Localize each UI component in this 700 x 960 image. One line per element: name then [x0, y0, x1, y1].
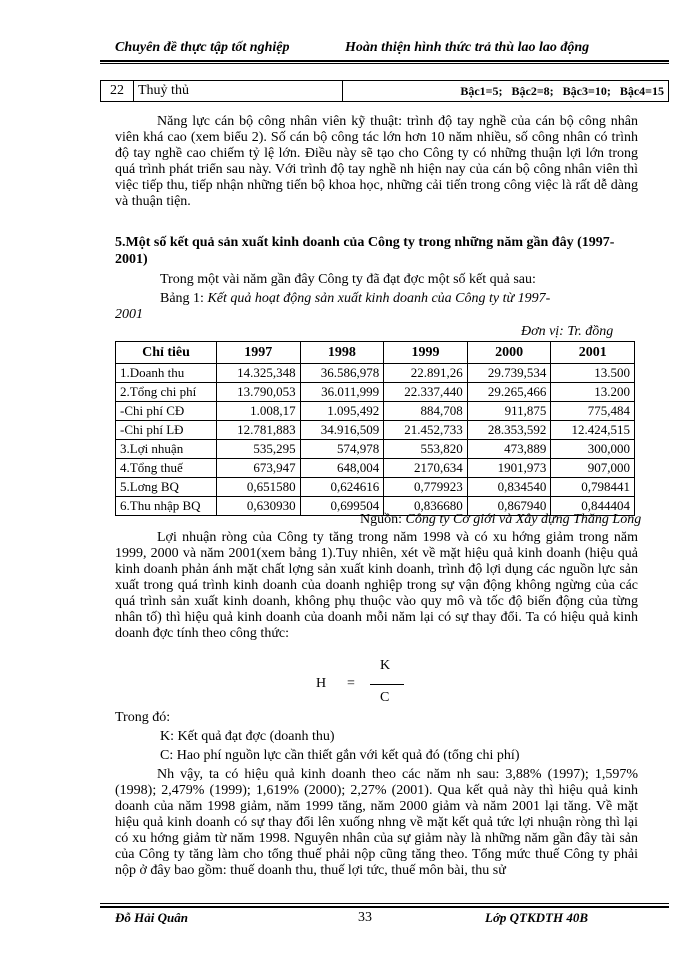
col-header: 1997 [217, 342, 301, 364]
paragraph-efficiency: Nh vậy, ta có hiệu quả kinh doanh theo các năm nh sau: 3,88% (1997); 1,597% (1998); 2,479% (1999); 1,619% (2000); 2,27% (2001). Qua kết quả này thì hiệu quả kinh doanh của năm 1998 giảm, năm 1999 tăng, năm 2000 giảm và năm 2001 lại tăng. Về mặt hiệu quả kinh doanh có sự thay đổi lên xuống nhng về mặt kết quả tức lợi nhuận ròng thì lại có xu hớng giảm từ năm 1998. Nguyên nhân của sự giảm này là những năm gần đây tài sản của Công ty tăng làm cho tổng thuế phải nộp cũng tăng theo. Tổng mức thuế Công ty phải nộp ở đây bao gồm: thuế doanh thu, thuế lợi tức, thuế môn bài, thu sử [115, 767, 638, 878]
formula-lhs: H [316, 676, 327, 691]
header-right: Hoàn thiện hình thức trả thù lao lao động [345, 40, 590, 55]
header-rule [100, 60, 669, 62]
table-row: 2.Tổng chi phí 13.790,053 36.011,999 22.337,440 29.265,466 13.200 [116, 383, 635, 402]
row-number: 22 [101, 81, 134, 102]
table-row: 5.Lơng BQ 0,651580 0,624616 0,779923 0,834540 0,798441 [116, 478, 635, 497]
table-row [101, 81, 669, 102]
footer-rule-thin [100, 903, 669, 904]
section-heading: 5.Một số kết quả sản xuất kinh doanh của Công ty trong những năm gần đây (1997-2001) [115, 235, 615, 267]
job-name: Thuỷ thủ [134, 81, 343, 102]
definition-c: C: Hao phí nguồn lực cần thiết gắn với kết quả đó (tổng chi phí) [160, 748, 520, 763]
source-note: Nguồn: Công ty Cơ giới và Xây dựng Thăng Long [360, 512, 642, 527]
table-caption: Bảng 1: Kết quả hoạt động sản xuất kinh doanh của Công ty từ 1997- [160, 291, 551, 306]
header-left: Chuyên đề thực tập tốt nghiệp [115, 40, 290, 55]
paragraph-profit: Lợi nhuận ròng của Công ty tăng trong năm 1998 và có xu hớng giảm trong năm 1999, 2000 và năm 2001(xem bảng 1).Tuy nhiên, xét về mặt hiệu quả kinh doanh (hiệu quả kinh doanh phản ánh mặt chất lợng sản xuất kinh doanh, trình độ lợi dụng các nguồn lực sản xuất trong quá trình kinh doanh của doanh nghiệp trong sự vận động không ngừng của các quá trình sản xuất kinh doanh, không phụ thuộc vào quy mô và tốc độ biến động của từng nhân tố) thì hiệu quả kinh doanh của doanh mỗi năm lại có sự thay đổi. Ta có hiệu quả kinh doanh đợc tính theo công thức: [115, 530, 638, 641]
page-number: 33 [358, 910, 372, 925]
footer-rule [100, 906, 669, 908]
table-row: 4.Tổng thuế 673,947 648,004 2170,634 1901,973 907,000 [116, 459, 635, 478]
formula-numerator: K [380, 658, 391, 673]
grade-list: Bậc1=5; Bậc2=8; Bậc3=10; Bậc4=15 [343, 81, 669, 102]
running-header [115, 40, 640, 56]
formula-denominator: C [380, 690, 390, 705]
formula-equals: = [347, 676, 355, 691]
col-header: 1999 [384, 342, 468, 364]
col-header: Chỉ tiêu [116, 342, 217, 364]
unit-label: Đơn vị: Tr. đồng [521, 324, 614, 339]
results-table [115, 341, 635, 516]
table-row: 1.Doanh thu 14.325,348 36.586,978 22.891,26 29.739,534 13.500 [116, 364, 635, 383]
col-header: 2001 [551, 342, 635, 364]
footer-author: Đỗ Hải Quân [115, 910, 188, 925]
col-header: 1998 [300, 342, 384, 364]
paragraph-skills: Năng lực cán bộ công nhân viên kỹ thuật: trình độ tay nghề của cán bộ công nhân viên khá cao (xem biểu 2). Số cán bộ công tác lớn hơn 10 năm nhiều, số công nhân có trình độ tay nghề cao chiếm tỷ lệ lớn. Điều này sẽ tạo cho Công ty có những thuận lợi lớn trong quá trình phát triển sau này. Với trình độ tay nghề nh hiện nay của cán bộ công nhân viên thì việc tiếp thu, tiếp nhận những tiến bộ khoa học, những cải tiến trong công việc là rất dễ dàng và thuận tiện. [115, 114, 638, 209]
footer-class: Lớp QTKDTH 40B [485, 910, 589, 925]
running-footer [115, 910, 640, 926]
table-row: -Chi phí LĐ 12.781,883 34.916,509 21.452,733 28.353,592 12.424,515 [116, 421, 635, 440]
previous-table-last-row [100, 80, 669, 102]
table-caption-continued: 2001 [115, 307, 143, 322]
fraction-bar [370, 684, 404, 685]
table-row: -Chi phí CĐ 1.008,17 1.095,492 884,708 911,875 775,484 [116, 402, 635, 421]
table-row: 3.Lợi nhuận 535,295 574,978 553,820 473,889 300,000 [116, 440, 635, 459]
definition-k: K: Kết quả đạt đợc (doanh thu) [160, 729, 335, 744]
col-header: 2000 [467, 342, 551, 364]
intro-sentence: Trong một vài năm gần đây Công ty đã đạt đợc một số kết quả sau: [160, 272, 536, 287]
table-row: 6.Thu nhập BQ 0,630930 0,699504 0,836680 0,867940 0,844404 [116, 497, 635, 516]
trong-do-label: Trong đó: [115, 710, 171, 725]
header-rule-thin [100, 63, 669, 64]
table-header-row [116, 342, 635, 364]
